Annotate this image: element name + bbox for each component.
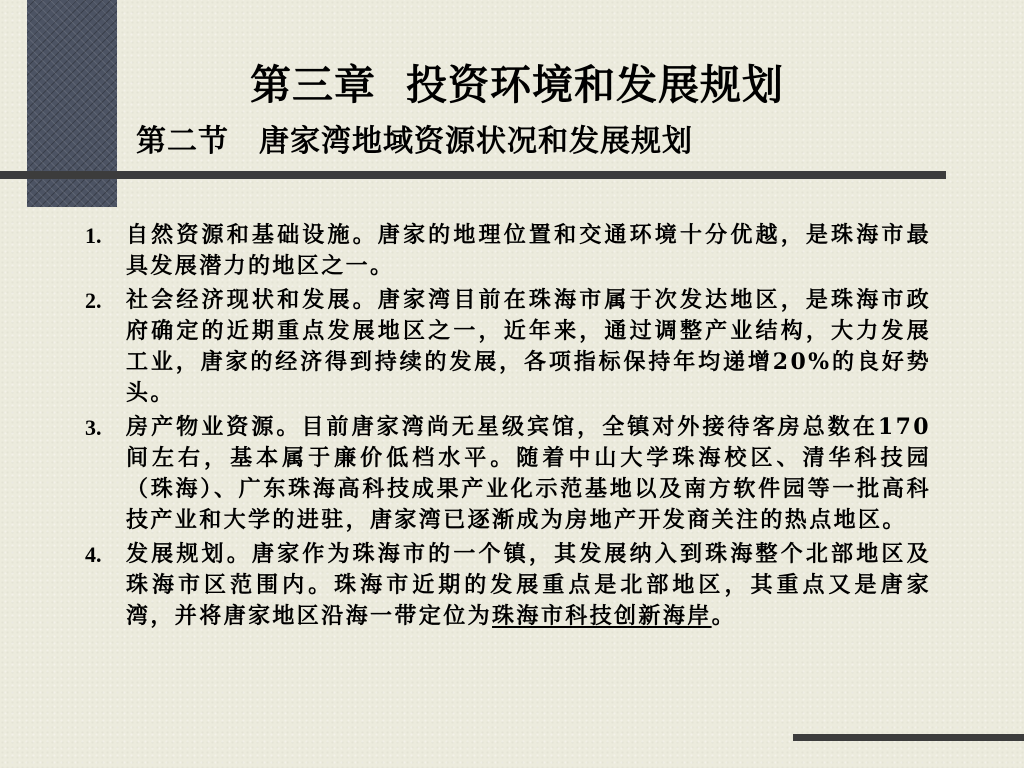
item-text: 社会经济现状和发展。唐家湾目前在珠海市属于次发达地区，是珠海市政府确定的近期重点发展地区之一，近年来，通过调整产业结构，大力发展工业，唐家的经济得到持续的发展，各项指标保持年均递增20%的良好势头。 [126,287,931,406]
section-title [136,116,693,160]
chapter-name: 投资环境和发展规划 [406,61,784,109]
list-item [85,412,931,536]
list-item [85,539,931,632]
item-text: 自然资源和基础设施。唐家的地理位置和交通环境十分优越，是珠海市最具发展潜力的地区之一。 [126,222,931,279]
list-item [85,220,931,282]
content-list [85,220,931,635]
section-number: 第二节 [136,124,229,159]
item-text-start: 发展规划。唐家作为珠海市的一个镇，其发展纳入到珠海整个北部地区及珠海市区范围内。珠海市近期的发展重点是北部地区，其重点又是唐家湾，并将唐家地区沿海一带定位为 [126,541,931,629]
section-name: 唐家湾地域资源状况和发展规划 [259,124,693,159]
list-item [85,285,931,409]
chapter-number: 第三章 [250,61,376,109]
item-text: 房产物业资源。目前唐家湾尚无星级宾馆，全镇对外接待客房总数在170间左右，基本属于廉价低档水平。随着中山大学珠海校区、清华科技园（珠海）、广东珠海高科技成果产业化示范基地以及南方软件园等一批高科技产业和大学的进驻，唐家湾已逐渐成为房地产开发商关注的热点地区。 [126,414,931,533]
item-number: 3. [85,415,102,440]
footer-divider [793,734,1024,741]
item-number: 4. [85,542,102,567]
item-text [126,539,931,632]
item-text-end: 。 [711,603,737,629]
header-divider [0,171,946,179]
item-number: 1. [85,223,102,248]
chapter-title [250,52,784,111]
highlighted-phrase: 珠海市科技创新海岸 [492,603,712,629]
item-number: 2. [85,288,102,313]
